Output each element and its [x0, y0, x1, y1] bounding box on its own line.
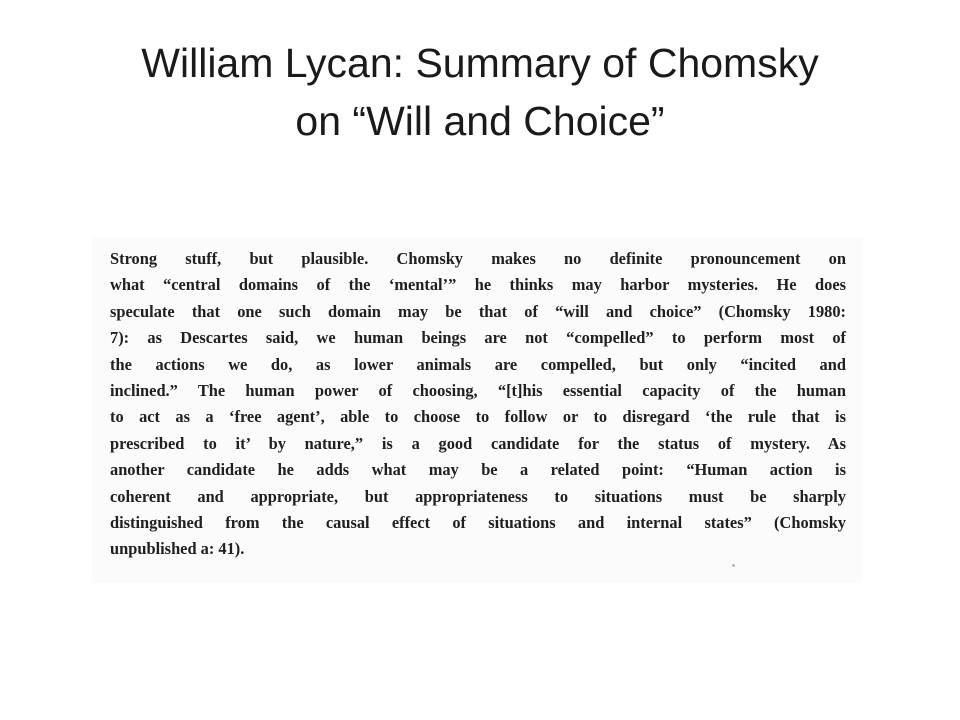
excerpt-line: Strong stuff, but plausible. Chomsky makes no definite pronouncement on [110, 249, 846, 268]
excerpt-line: the actions we do, as lower animals are compelled, but only “incited and [110, 354, 846, 374]
excerpt-line: another candidate he adds what may be a related point: “Human action is [110, 460, 846, 480]
excerpt-line: unpublished a: 41). [110, 539, 245, 559]
excerpt-line: 7): as Descartes said, we human beings are not “compelled” to perform most of [110, 328, 846, 348]
excerpt-line: speculate that one such domain may be that of “will and choice” (Chomsky 1980: [110, 301, 846, 321]
excerpt-line: distinguished from the causal effect of situations and internal states” (Chomsky [110, 512, 846, 532]
scan-speck [732, 564, 735, 567]
excerpt-line: prescribed to it’ by nature,” is a good candidate for the status of mystery. As [110, 433, 846, 453]
slide-title [40, 34, 920, 150]
scanned-text-excerpt [92, 238, 862, 583]
excerpt-line: coherent and appropriate, but appropriateness to situations must be sharply [110, 486, 846, 506]
slide-title-line-1: William Lycan: Summary of Chomsky [141, 40, 819, 86]
slide-title-line-2: on “Will and Choice” [295, 98, 665, 144]
excerpt-line: what “central domains of the ‘mental’” he thinks may harbor mysteries. He does [110, 275, 846, 295]
excerpt-line: inclined.” The human power of choosing, “[t]his essential capacity of the human [110, 380, 846, 400]
excerpt-line: to act as a ‘free agent’, able to choose to follow or to disregard ‘the rule that is [110, 407, 846, 427]
